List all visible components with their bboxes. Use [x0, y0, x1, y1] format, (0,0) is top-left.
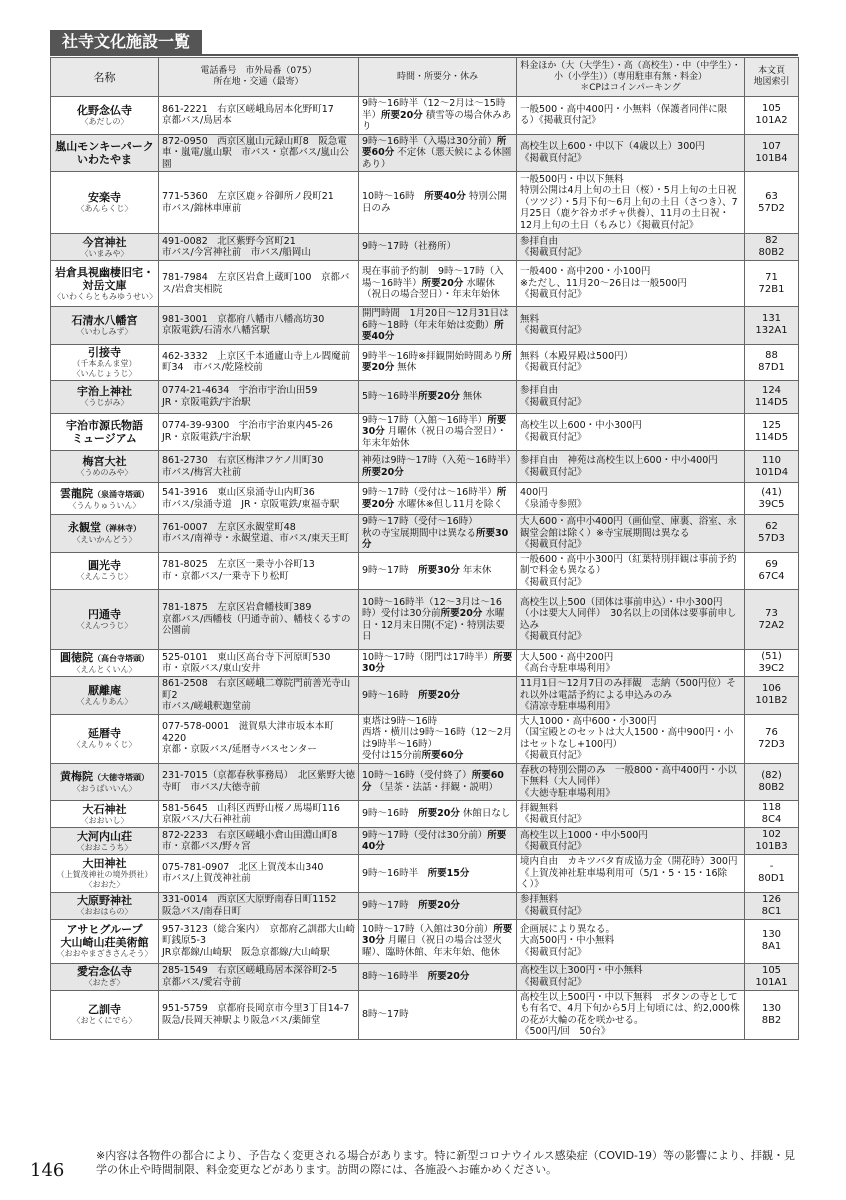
facility-name-cell [51, 134, 159, 172]
duration-text: 所要40分 [362, 319, 504, 342]
page-map-ref-cell: 82 80B2 [745, 234, 799, 261]
time-text: 10時～16時（受付終了） [362, 770, 472, 782]
table-row [51, 919, 799, 963]
facility-name [53, 346, 156, 359]
facility-name [53, 608, 156, 621]
fee-cell: 企画展により異なる。 大高500円・中小無料 《掲載頁付記》 [517, 919, 745, 963]
facility-reading: 〈うめのみや〉 [76, 468, 133, 477]
facility-reading: （千本ゑんま堂） 〈いんじょうじ〉 [72, 358, 137, 378]
fee-cell: 400円 《泉涌寺参照》 [517, 483, 745, 515]
contact-cell: 861-2508 右京区嵯峨二尊院門前善光寺山町2 市バス/嵯峨釈迦堂前 [159, 677, 359, 715]
facility-reading: （上賀茂神社の境外摂社） 〈おおた〉 [56, 869, 153, 889]
facility-name-cell [51, 763, 159, 801]
page-map-ref-cell: (51) 39C2 [745, 650, 799, 677]
table-row [51, 515, 799, 553]
facility-name [53, 140, 156, 166]
fee-cell: 参拝自由 神苑は高校生以上600・中小400円 《掲載頁付記》 [517, 451, 745, 483]
facility-name-text: 宇治市源氏物語 ミュージアム [66, 418, 143, 445]
facility-name [53, 314, 156, 327]
page-number: 146 [30, 1160, 65, 1181]
time-text: 9時～17時（入館～16時半） [362, 414, 488, 426]
facility-name-cell [51, 828, 159, 855]
facility-name-text: 円通寺 [88, 608, 121, 621]
facility-name [53, 419, 156, 445]
time-cell [359, 515, 517, 553]
page-map-ref-cell: 76 72D3 [745, 714, 799, 763]
facility-reading: 〈いわしみず〉 [76, 326, 133, 336]
fee-cell: 高校生以上1000・中小500円 《掲載頁付記》 [517, 828, 745, 855]
facility-name [53, 236, 156, 249]
facility-subtitle: （泉涌寺塔頭） [93, 489, 149, 499]
facility-name [53, 684, 156, 697]
fee-cell: 11月1日～12月7日のみ拝観 志納（500円位）それ以外は電話予約による申込みのみ 《清凉寺駐車場利用》 [517, 677, 745, 715]
contact-cell: 781-7984 左京区岩倉上蔵町100 京都バス/岩倉実相院 [159, 261, 359, 307]
time-cell [359, 172, 517, 234]
time-text: 9時～17時 [362, 899, 419, 911]
time-text: 東塔は9時～16時 西塔・横川は9時～16時（12～2月は9時半～16時） 受付は15分前 [362, 715, 513, 761]
facility-subtitle: （高台寺塔頭） [93, 654, 149, 663]
facility-name-cell [51, 451, 159, 483]
duration-text: 所要20分 [418, 899, 460, 911]
time-cell [359, 763, 517, 801]
table-row [51, 828, 799, 855]
fee-cell: 大人1000・高中600・小300円 （国宝殿とのセットは大人1500・高中900円・小はセットなし+100円） 《掲載頁付記》 [517, 714, 745, 763]
facility-subtitle: （大徳寺塔頭） [93, 772, 149, 782]
contact-cell: 285-1549 右京区嵯峨鳥居本深谷町2-5 京都バス/愛宕寺前 [159, 963, 359, 990]
facility-name-cell [51, 677, 159, 715]
contact-cell: 861-2221 右京区嵯峨鳥居本化野町17 京都バス/鳥居本 [159, 97, 359, 135]
time-cell [359, 801, 517, 828]
time-text: 9時半～16時※拝観開始時間あり [362, 350, 503, 362]
closed-days-text: 不定休（悪天候による休園あり） [362, 147, 512, 170]
time-text: 9時～16時 [362, 689, 419, 701]
facility-name-text: 岩倉具視幽棲旧宅・ 対岳文庫 [55, 265, 154, 292]
facility-name-text: 化野念仏寺 [77, 103, 132, 117]
time-cell [359, 307, 517, 345]
time-cell [359, 990, 517, 1039]
table-row [51, 714, 799, 763]
page-map-ref-cell: 125 114D5 [745, 413, 799, 451]
page-map-ref-cell: 107 101B4 [745, 134, 799, 172]
facility-name-text: 嵐山モンキーパーク いわたやま [55, 139, 154, 166]
facility-name-text: 雲龍院 [60, 486, 93, 500]
fee-cell: 参拝無料 《掲載頁付記》 [517, 892, 745, 919]
time-text: 8時～16時半 [362, 970, 428, 982]
facility-name-text: 大田神社 [82, 856, 127, 870]
facility-name-cell [51, 590, 159, 650]
contact-cell: 581-5645 山科区西野山桜ノ馬場町116 京阪バス/大石神社前 [159, 801, 359, 828]
facility-reading: 〈あだしの〉 [80, 116, 129, 126]
time-text: 9時～16時半 [362, 867, 428, 879]
facility-name-text: 乙訓寺 [88, 1003, 121, 1016]
time-text: 8時～17時 [362, 1008, 409, 1020]
table-row [51, 134, 799, 172]
closed-days-text: 無休 [462, 390, 482, 402]
facility-name-text: 安楽寺 [88, 191, 121, 204]
fee-cell: 参拝自由 《掲載頁付記》 [517, 234, 745, 261]
facility-name [53, 1003, 156, 1016]
page-map-ref-cell: - 80D1 [745, 855, 799, 893]
table-row [51, 380, 799, 413]
closed-days-text: 水曜日・12月末日開(不定)・特別法要日 [362, 608, 506, 642]
contact-cell: 761-0007 左京区永観堂町48 市バス/南禅寺・永観堂道、市バス/東天王町 [159, 515, 359, 553]
table-row [51, 451, 799, 483]
page-map-ref-cell: 131 132A1 [745, 307, 799, 345]
table-row [51, 234, 799, 261]
facility-name [53, 727, 156, 740]
time-text: 10時～16時 [362, 191, 425, 202]
facility-reading: 〈おとくにでら〉 [72, 1016, 137, 1025]
table-row [51, 801, 799, 828]
contact-cell: 525-0101 東山区高台寺下河原町530 市・京阪バス/東山安井 [159, 650, 359, 677]
facility-reading: 〈いまみや〉 [80, 248, 129, 258]
time-text: 9時～16時半（12～2月は～15時半） [362, 98, 506, 121]
facility-name [53, 770, 156, 784]
facility-name-cell [51, 261, 159, 307]
contact-cell: 781-8025 左京区一乗寺小谷町13 市・京都バス/一乗寺下り松町 [159, 552, 359, 590]
page-map-ref-cell: 73 72A2 [745, 590, 799, 650]
contact-cell: 771-5360 左京区鹿ヶ谷御所ノ段町21 市バス/錦林車庫前 [159, 172, 359, 234]
facility-name-text: 永観堂 [68, 521, 101, 535]
time-cell [359, 828, 517, 855]
fee-cell: 高校生以上600・中以下（4歳以上）300円 《掲載頁付記》 [517, 134, 745, 172]
duration-text: 所要20分 [362, 350, 512, 373]
duration-text: 所要20分 [418, 808, 460, 820]
duration-text: 所要40分 [362, 829, 507, 852]
time-cell [359, 855, 517, 893]
time-text: 10時～16時半（12～3月は～16時）受付は30分前 [362, 596, 502, 619]
contact-cell: 861-2730 右京区梅津フケノ川町30 市バス/梅宮大社前 [159, 451, 359, 483]
time-cell [359, 919, 517, 963]
facility-name [53, 487, 156, 501]
time-text: 現在事前予約制 9時～17時（入場～16時半） [362, 266, 504, 289]
closed-days-text: 月曜日（祝日の場合は翌火曜）、臨時休館、年末年始、他休 [362, 935, 502, 958]
time-text: 神苑は9時～17時（入苑～16時半） [362, 455, 516, 466]
header-contact: 電話番号 市外局番（075） 所在地・交通（最寄） [159, 58, 359, 97]
facility-name [53, 830, 156, 843]
header-name: 名称 [51, 58, 159, 97]
header-time: 時間・所要分・休み [359, 58, 517, 97]
contact-cell: 231-7015（京都春秋事務局） 北区紫野大徳寺町 市バス/大徳寺前 [159, 763, 359, 801]
time-cell [359, 234, 517, 261]
duration-text: 所要15分 [427, 867, 470, 879]
contact-cell: 957-3123（総合案内） 京都府乙訓郡大山崎町銭原5-3 JR京都線/山崎駅 阪急京都線/大山崎駅 [159, 919, 359, 963]
time-cell [359, 963, 517, 990]
contact-cell: 951-5759 京都府長岡京市今里3丁目14-7 阪急/長岡天神駅より阪急バス/薬師堂 [159, 990, 359, 1039]
footnote: ※内容は各物件の都合により、予告なく変更される場合があります。特に新型コロナウイルス感染症（COVID-19）等の影響により、拝観・見学の休止や時間制限、料金変更などがあります。訪問の際には、各施設へお確かめください。 [96, 1149, 796, 1176]
fee-cell: 無料 《掲載頁付記》 [517, 307, 745, 345]
duration-text: 所要30分 [362, 527, 509, 550]
table-row [51, 763, 799, 801]
table-row [51, 677, 799, 715]
contact-cell: 781-1875 左京区岩倉幡枝町389 京都バス/西幡枝（円通寺前）、幡枝くるすの公園前 [159, 590, 359, 650]
section-title: 社寺文化施設一覧 [50, 30, 202, 54]
fee-cell: 一般500円・中以下無料 特別公開は4月上旬の土日（桜）・5月上旬の土日祝（ツツジ）・5月下旬～6月上旬の土日（さつき）、7月25日（鹿ケ谷カボチャ供養）、11月の土日祝・12月上旬の土日（もみじ）《掲載頁付記》 [517, 172, 745, 234]
page-map-ref-cell: 62 57D3 [745, 515, 799, 553]
duration-text: 所要30分 [362, 651, 513, 674]
time-text: 9時～17時 [362, 565, 419, 576]
fee-cell: 高校生以上500円・中以下無料 ボタンの寺としても有名で、4月下旬から5月上旬頃には、約2,000株の花が大輪の花を咲かせる。 《500円/回 50台》 [517, 990, 745, 1039]
time-text: 9時～17時（受付は～16時半） [362, 487, 497, 498]
facility-name-cell [51, 380, 159, 413]
facility-name-cell [51, 919, 159, 963]
table-row [51, 344, 799, 380]
time-text: 9時～16時半（入場は30分前） [362, 135, 497, 147]
fee-cell: 大人500・高中200円 《高台寺駐車場利用》 [517, 650, 745, 677]
closed-days-text: 年末休 [462, 565, 492, 576]
page-map-ref-cell: 124 114D5 [745, 380, 799, 413]
fee-cell: 一般400・高中200・小100円 ※ただし、11月20～26日は一般500円 《掲載頁付記》 [517, 261, 745, 307]
facility-reading: 〈うんりゅういん〉 [68, 500, 141, 510]
facility-name-text: 厭離庵 [88, 683, 121, 697]
title-rule [50, 54, 798, 56]
table-row [51, 413, 799, 451]
facility-name-cell [51, 552, 159, 590]
time-text: 開門時間 1月20日～12月31日は6時～18時（年末年始は変動） [362, 308, 509, 331]
table-row [51, 855, 799, 893]
page-map-ref-cell: 130 8B2 [745, 990, 799, 1039]
contact-cell: 491-0082 北区紫野今宮町21 市バス/今宮神社前 市バス/船岡山 [159, 234, 359, 261]
page-map-ref-cell: 118 8C4 [745, 801, 799, 828]
facility-name-text: 愛宕念仏寺 [77, 965, 132, 978]
facility-name-cell [51, 650, 159, 677]
duration-text: 所要30分 [418, 565, 460, 576]
facility-subtitle: （禅林寺） [101, 524, 141, 534]
page-map-ref-cell: 106 101B2 [745, 677, 799, 715]
facility-reading: 〈おおはらの〉 [76, 907, 133, 916]
facility-name-text: 大河内山荘 [77, 829, 132, 843]
facility-name-cell [51, 855, 159, 893]
contact-cell: 075-781-0907 北区上賀茂本山340 市バス/上賀茂神社前 [159, 855, 359, 893]
time-text: 10時～17時（入館は30分前） [362, 923, 494, 935]
facility-name-cell [51, 515, 159, 553]
closed-days-text: 特別公開日のみ [362, 191, 507, 214]
page-map-ref-cell: 130 8A1 [745, 919, 799, 963]
facility-name-cell [51, 413, 159, 451]
facility-reading: 〈うじがみ〉 [80, 398, 129, 407]
facility-reading: 〈おおこうち〉 [76, 842, 133, 852]
page-map-ref-cell: 126 8C1 [745, 892, 799, 919]
facility-name [53, 385, 156, 398]
time-cell [359, 261, 517, 307]
facility-reading: 〈おおいし〉 [80, 815, 129, 825]
facility-name-cell [51, 990, 159, 1039]
facility-name-text: 大原野神社 [77, 894, 132, 907]
fee-cell: 大人600・高中小400円（画仙堂、庫裏、浴室、永観堂会館は除く）※寺宝展期間は異なる 《掲載頁付記》 [517, 515, 745, 553]
facility-name [53, 651, 156, 665]
time-text: 9時～16時 [362, 808, 419, 820]
duration-text: 所要20分 [427, 970, 470, 982]
fee-cell: 春秋の特別公開のみ 一般800・高中400円・小以下無料（大人同伴） 《大徳寺駐車場利用》 [517, 763, 745, 801]
facility-name-cell [51, 483, 159, 515]
table-row [51, 650, 799, 677]
closed-days-text: 無休 [397, 362, 417, 373]
fee-cell: 一般600・高中小300円（紅葉特別拝観は事前予約制で料金も異なる） 《掲載頁付記》 [517, 552, 745, 590]
facility-name-text: 梅宮大社 [82, 455, 127, 468]
page-map-ref-cell: 69 67C4 [745, 552, 799, 590]
page-map-ref-cell: 71 72B1 [745, 261, 799, 307]
duration-text: 所要20分 [421, 277, 464, 289]
time-cell [359, 590, 517, 650]
page-map-ref-cell: (41) 39C5 [745, 483, 799, 515]
time-cell [359, 483, 517, 515]
time-text: 10時～17時（閉門は17時半） [362, 651, 494, 663]
facility-table [50, 57, 799, 1040]
facility-name [53, 455, 156, 468]
facility-name-cell [51, 892, 159, 919]
page-map-ref-cell: 110 101D4 [745, 451, 799, 483]
facility-reading: 〈おたぎ〉 [84, 978, 125, 987]
duration-text: 所要20分 [381, 109, 423, 121]
contact-cell: 462-3332 上京区千本通廬山寺上ル閻魔前町34 市バス/乾隆校前 [159, 344, 359, 380]
time-cell [359, 677, 517, 715]
duration-text: 所要30分 [362, 923, 513, 947]
facility-name-text: 圓徳院 [60, 651, 93, 664]
closed-days-text: 積雪等の場合休みあり [362, 109, 512, 132]
time-cell [359, 134, 517, 172]
closed-days-text: 水曜休（祝日の場合翌日）・年末年始休 [362, 277, 500, 301]
facility-name-cell [51, 714, 159, 763]
facility-name-text: 圓光寺 [88, 559, 121, 573]
page-map-ref-cell: (82) 80B2 [745, 763, 799, 801]
fee-cell: 一般500・高中400円・小無料（保護者同伴に限る）《掲載頁付記》 [517, 97, 745, 135]
facility-reading: 〈おおやまざきさんそう〉 [56, 949, 153, 958]
facility-name-cell [51, 963, 159, 990]
time-cell [359, 552, 517, 590]
page-map-ref-cell: 105 101A1 [745, 963, 799, 990]
fee-cell: 無料（本殿昇殿は500円） 《掲載頁付記》 [517, 344, 745, 380]
duration-text: 所要60分 [362, 770, 504, 793]
duration-text: 所要20分 [418, 689, 460, 701]
time-text: 9時～17時（社務所） [362, 241, 457, 253]
facility-name [53, 266, 156, 292]
contact-cell: 872-2233 右京区嵯峨小倉山田淵山町8 市・京都バス/野々宮 [159, 828, 359, 855]
facility-name [53, 803, 156, 816]
fee-cell: 高校生以上500（団体は事前申込）・中小300円（小は要大人同伴） 30名以上の団体は要事前申し込み 《掲載頁付記》 [517, 590, 745, 650]
contact-cell: 0774-39-9300 宇治市宇治東内45-26 JR・京阪電鉄/宇治駅 [159, 413, 359, 451]
duration-text: 所要20分 [362, 487, 507, 510]
facility-name-text: 宇治上神社 [77, 385, 132, 398]
facility-name [53, 104, 156, 117]
facility-reading: 〈えんこうじ〉 [76, 572, 133, 582]
table-row [51, 172, 799, 234]
contact-cell: 331-0014 西京区大原野南春日町1152 阪急バス/南春日町 [159, 892, 359, 919]
facility-name-text: 延暦寺 [88, 727, 121, 740]
facility-reading: 〈えんりゃくじ〉 [72, 740, 137, 749]
facility-reading: 〈えいかんどう〉 [72, 535, 137, 545]
facility-name [53, 965, 156, 978]
table-row [51, 97, 799, 135]
facility-name-cell [51, 801, 159, 828]
duration-text: 所要60分 [421, 750, 464, 761]
facility-name-cell [51, 234, 159, 261]
facility-name-text: 引接寺 [88, 345, 121, 359]
table-row [51, 261, 799, 307]
contact-cell: 981-3001 京都府八幡市八幡高坊30 京阪電鉄/石清水八幡宮駅 [159, 307, 359, 345]
table-row [51, 892, 799, 919]
time-text: 5時～16時半 [362, 390, 419, 402]
time-cell [359, 650, 517, 677]
facility-name-text: アサヒグループ 大山崎山荘美術館 [60, 923, 149, 949]
duration-text: 所要60分 [362, 135, 507, 158]
page-map-ref-cell: 105 101A2 [745, 97, 799, 135]
facility-name [53, 894, 156, 907]
table-row [51, 990, 799, 1039]
time-cell [359, 413, 517, 451]
contact-cell: 077-578-0001 滋賀県大津市坂本本町4220 京都・京阪バス/延暦寺バスセンター [159, 714, 359, 763]
facility-name-text: 大石神社 [82, 802, 127, 816]
facility-name [53, 521, 156, 535]
facility-name [53, 923, 156, 949]
page-map-ref-cell: 102 101B3 [745, 828, 799, 855]
closed-days-text: 月曜休（祝日の場合翌日）・年末年始休 [362, 426, 507, 449]
facility-name [53, 559, 156, 572]
contact-cell: 0774-21-4634 宇治市宇治山田59 JR・京阪電鉄/宇治駅 [159, 380, 359, 413]
facility-reading: 〈えんつうじ〉 [76, 621, 133, 630]
facility-name-text: 今宮神社 [82, 235, 127, 249]
facility-reading: 〈えんりあん〉 [76, 696, 133, 706]
facility-name-cell [51, 172, 159, 234]
header-fee: 料金ほか（大（大学生）・高（高校生）・中（中学生）・小（小学生））（専用駐車有無・料金） ＊CPはコインパーキング [517, 58, 745, 97]
time-cell [359, 714, 517, 763]
header-ref: 本文頁 地図索引 [745, 58, 799, 97]
fee-cell: 境内自由 カキツバタ育成協力金（開花時）300円 《上賀茂神社駐車場利用可（5/1・5・15・16除く）》 [517, 855, 745, 893]
duration-text: 所要20分 [440, 608, 483, 619]
table-row [51, 552, 799, 590]
facility-name [53, 857, 156, 870]
facility-name [53, 191, 156, 204]
facility-name-text: 黄梅院 [60, 769, 93, 783]
page-map-ref-cell: 63 57D2 [745, 172, 799, 234]
closed-days-text: 水曜休※但し11月を除く [397, 498, 503, 510]
table-row [51, 963, 799, 990]
duration-text: 所要20分 [418, 390, 460, 402]
time-cell [359, 344, 517, 380]
closed-days-text: （呈茶・法話・拝観・説明） [374, 781, 499, 793]
time-text: 9時～17時（受付～16時） 秋の寺宝展期間中は異なる [362, 516, 478, 539]
facility-name-text: 石清水八幡宮 [71, 313, 138, 327]
duration-text: 所要30分 [362, 414, 507, 437]
facility-name-cell [51, 307, 159, 345]
duration-text: 所要20分 [362, 466, 404, 478]
contact-cell: 872-0950 西京区嵐山元録山町8 阪急電車・嵐電/嵐山駅 市バス・京都バス/嵐山公園 [159, 134, 359, 172]
table-row [51, 590, 799, 650]
facility-reading: 〈あんらくじ〉 [76, 204, 133, 213]
table-row [51, 483, 799, 515]
fee-cell: 高校生以上600・中小300円 《掲載頁付記》 [517, 413, 745, 451]
time-cell [359, 892, 517, 919]
fee-cell: 参拝自由 《掲載頁付記》 [517, 380, 745, 413]
facility-reading: 〈えんとくいん〉 [72, 665, 137, 674]
time-cell [359, 380, 517, 413]
contact-cell: 541-3916 東山区泉涌寺山内町36 市バス/泉涌寺道 JR・京阪電鉄/東福寺駅 [159, 483, 359, 515]
facility-reading: 〈いわくらともみゆうせい〉 [53, 291, 157, 301]
facility-name-cell [51, 97, 159, 135]
time-cell [359, 451, 517, 483]
fee-cell: 拝観無料 《掲載頁付記》 [517, 801, 745, 828]
fee-cell: 高校生以上300円・中小無料 《掲載頁付記》 [517, 963, 745, 990]
time-cell [359, 97, 517, 135]
facility-reading: 〈おうばいいん〉 [72, 783, 137, 793]
facility-name-cell [51, 344, 159, 380]
time-text: 9時～17時（受付は30分前） [362, 829, 488, 841]
closed-days-text: 休館日なし [462, 808, 511, 820]
table-row [51, 307, 799, 345]
duration-text: 所要40分 [424, 191, 466, 202]
page-map-ref-cell: 88 87D1 [745, 344, 799, 380]
